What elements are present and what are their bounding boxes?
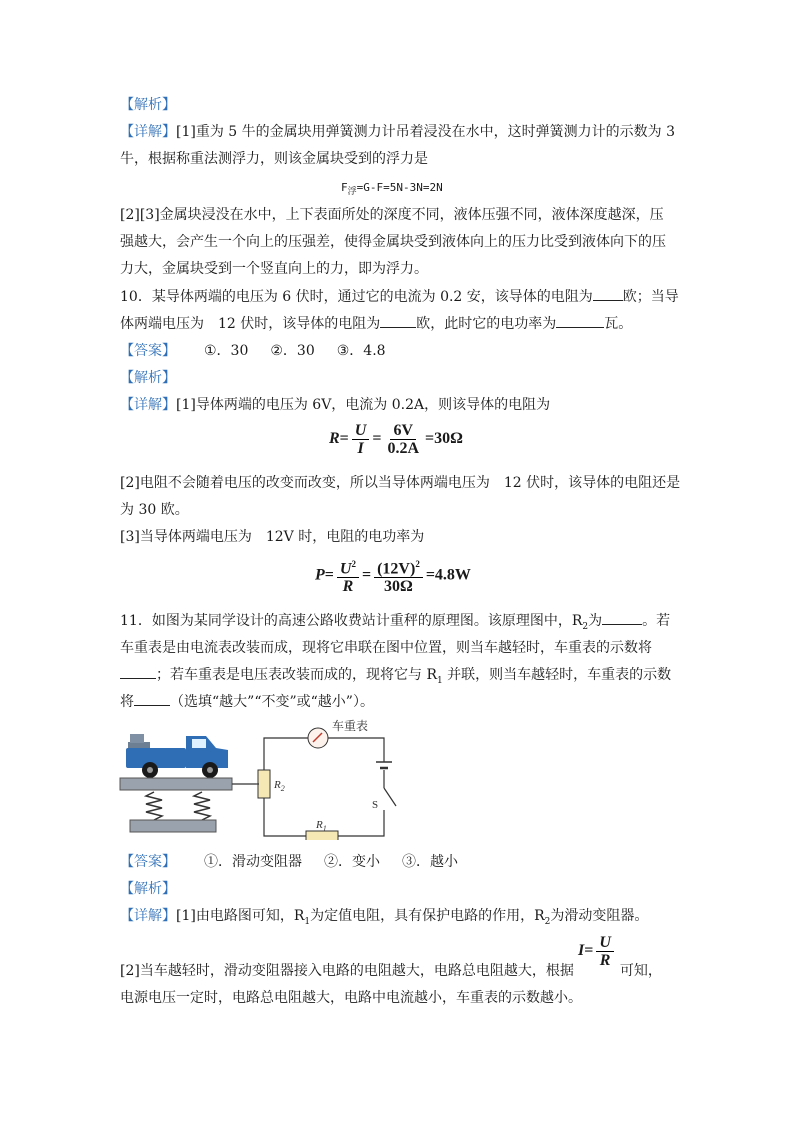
answer-blank [602, 610, 642, 625]
answer-blank [593, 286, 623, 301]
detail-11-1: 【详解】[1]由电路图可知，$R_1$为定值电阻，具有保护电路的作用，$R_2$为滑动变阻器。 [120, 908, 649, 927]
question-11-line-4: 将 （选填“越大”“不变”或“越小”）。 [120, 691, 374, 713]
detail-10-2: [2]电阻不会随着电压的改变而改变，所以当导体两端电压为 12 伏时，该导体的电阻还是 [120, 475, 681, 491]
question-11-line-1: 11．如图为某同学设计的高速公路收费站计重秤的原理图。该原理图中，$R_2$为 。若 [120, 610, 670, 638]
answer-blank [556, 313, 604, 328]
analysis-label: 【解析】 [120, 97, 176, 113]
detail-10-4: [3]当导体两端电压为 12V 时，电阻的电功率为 [120, 529, 425, 545]
detail-para-4: 强越大，会产生一个向上的压强差，使得金属块受到液体向上的压力比受到液体向下的压 [120, 234, 666, 250]
question-11-line-2: 车重表是由电流表改装而成，现将它串联在图中位置，则当车越轻时，车重表的示数将 [120, 640, 652, 656]
question-10-line-1: 10．某导体两端的电压为 6 伏时，通过它的电流为 0.2 安，该导体的电阻为 欧；当导 [120, 286, 679, 308]
buoyancy-equation: $F_浮=G-F=5N-3N=2N$ [341, 181, 443, 198]
detail-para-2: 牛，根据称重法测浮力，则该金属块受到的浮力是 [120, 151, 428, 167]
answer-blank [134, 691, 170, 706]
scale-platform [120, 778, 232, 790]
question-11-line-3: ；若车重表是电压表改装而成的，现将它与 $R_1$ 并联，则当车越轻时，车重表的示数 [120, 664, 671, 692]
r1-label: $R_1$ [316, 819, 327, 833]
resistance-equation: R= $\frac{U}{I}$ = $\frac{6V}{0.2A}$ =30Ω [329, 422, 463, 457]
r2-label: $R_2$ [274, 779, 285, 793]
answer-10: 【答案】 ①．30 ②．30 ③．4.8 [120, 343, 386, 359]
analysis-label-10: 【解析】 [120, 370, 176, 386]
analysis-label-11: 【解析】 [120, 881, 176, 897]
detail-10-1: 【详解】[1]导体两端的电压为 6V，电流为 0.2A，则该导体的电阻为 [120, 397, 551, 413]
truck-icon [126, 734, 228, 778]
answer-11: 【答案】 ①．滑动变阻器 ②．变小 ③．越小 [120, 854, 458, 870]
detail-11-2: [2]当车越轻时，滑动变阻器接入电路的电阻越大，电路总电阻越大，根据 可知， [120, 963, 662, 979]
switch-icon [384, 788, 396, 806]
meter-label: 车重表 [332, 719, 369, 733]
power-equation: P= $\frac{U^2}{R}$ = $\frac{(12V)^2}{30\Omega}$ =4.8W [315, 556, 471, 595]
ohm-law-equation: I= $\frac{U}{R}$ [578, 934, 617, 969]
detail-label: 【详解】 [120, 124, 176, 140]
detail-para-1: 【详解】[1]重为 5 牛的金属块用弹簧测力计吊着浸没在水中，这时弹簧测力计的示数为 3 [120, 124, 675, 140]
weighing-circuit-diagram [118, 718, 428, 840]
switch-label: S [372, 799, 379, 811]
answer-blank [120, 664, 156, 679]
detail-para-3: [2][3]金属块浸没在水中，上下表面所处的深度不同，液体压强不同，液体深度越深，压 [120, 207, 664, 223]
rheostat-r2 [258, 770, 270, 798]
answer-blank [380, 313, 416, 328]
spring-left [146, 792, 162, 820]
question-10-line-2: 体两端电压为 12 伏时，该导体的电阻为 欧，此时它的电功率为 瓦。 [120, 313, 632, 335]
detail-para-5: 力大，金属块受到一个竖直向上的力，即为浮力。 [120, 261, 428, 277]
detail-10-3: 为 30 欧。 [120, 502, 189, 518]
spring-right [194, 792, 210, 820]
detail-11-3: 电源电压一定时，电路总电阻越大，电路中电流越小，车重表的示数越小。 [120, 990, 582, 1006]
answer-label: 【答案】 [120, 343, 176, 359]
scale-base [130, 820, 216, 832]
